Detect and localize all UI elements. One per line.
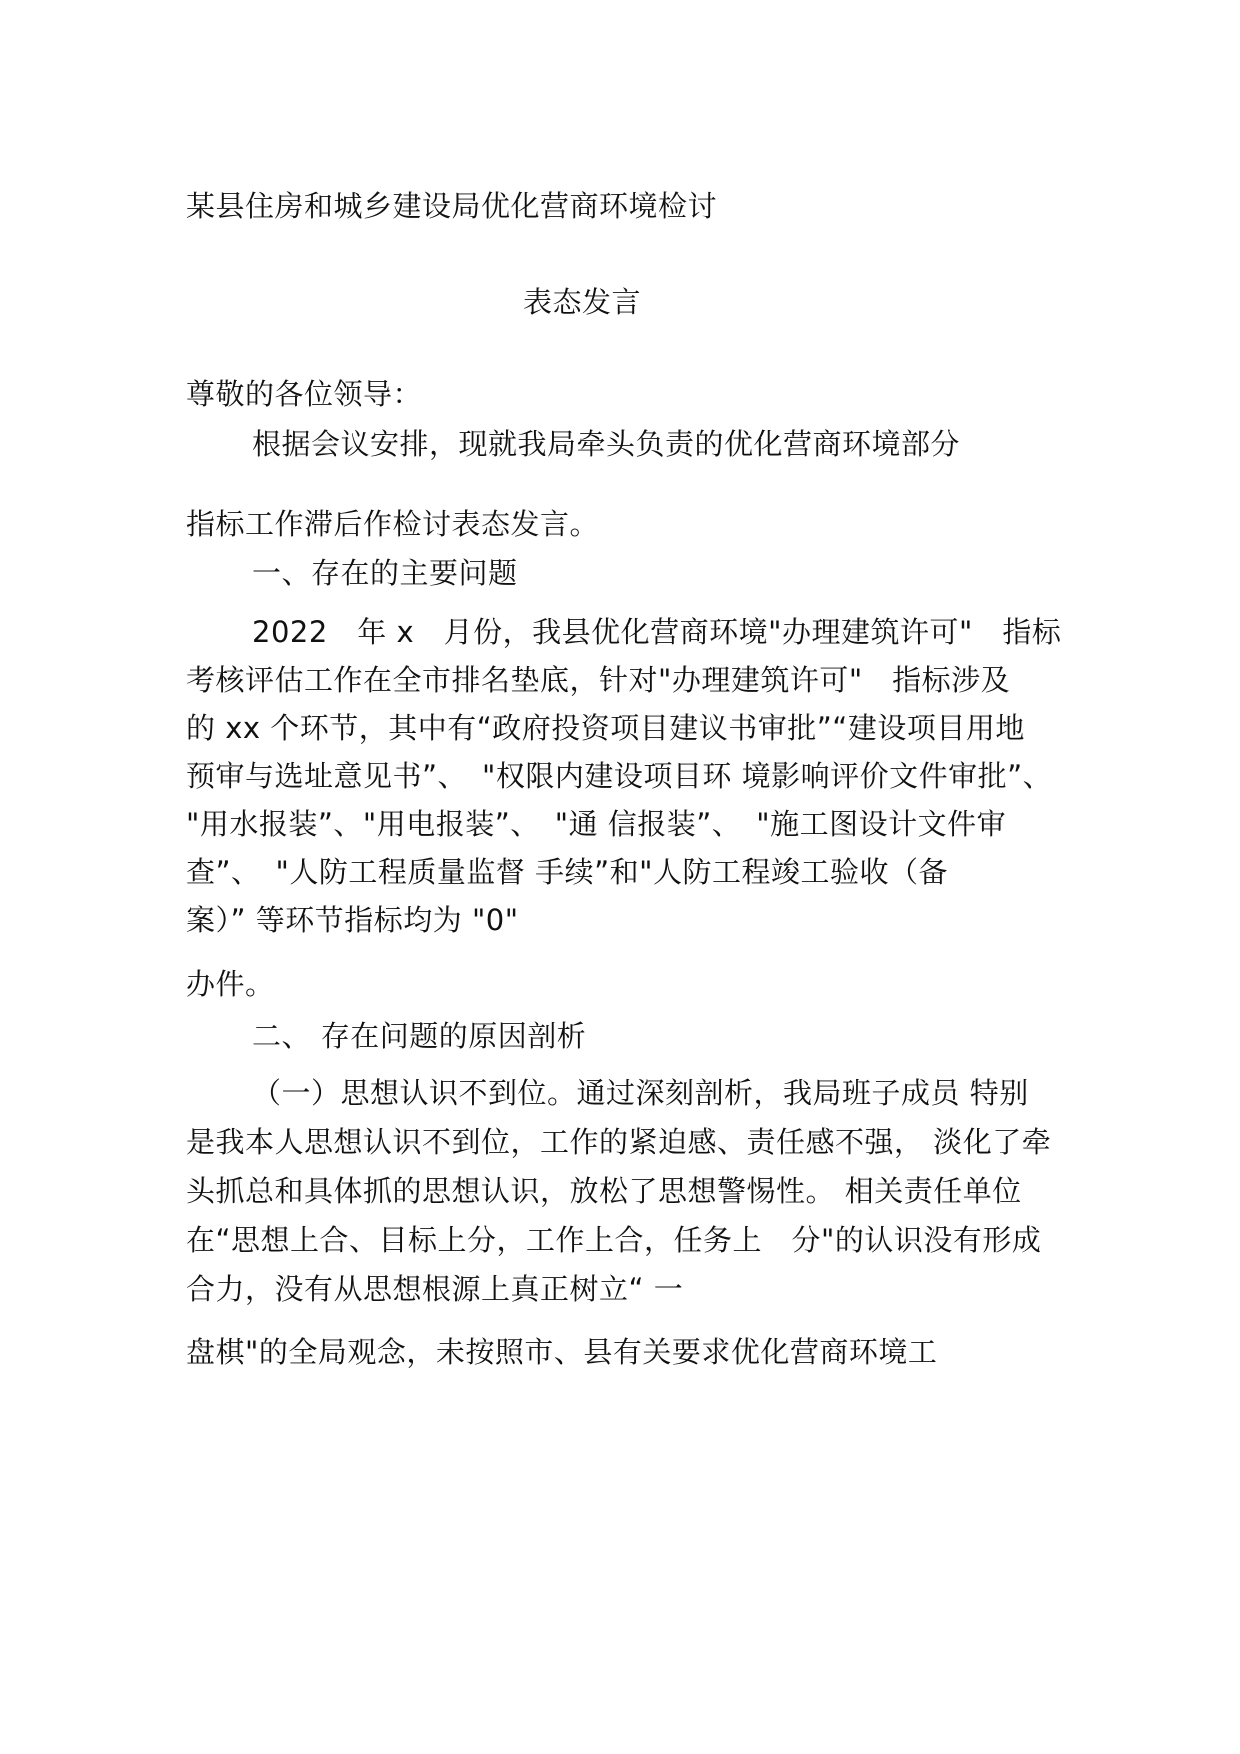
section2-line-1: （一）思想认识不到位。通过深刻剖析，我局班子成员 特别 xyxy=(252,1076,1029,1110)
section1-line-5: "用水报装”、"用电报装”、 "通 信报装”、 "施工图设计文件审 xyxy=(186,807,1007,841)
section1-line-8: 办件。 xyxy=(186,967,275,1001)
section1-line-2: 考核评估工作在全市排名垫底，针对"办理建筑许可" 指标涉及 xyxy=(186,663,1011,697)
section1-line-1: 2022 年 x 月份，我县优化营商环境"办理建筑许可" 指标 xyxy=(252,615,1062,649)
salutation: 尊敬的各位领导： xyxy=(186,377,423,411)
section2-heading: 二、 存在问题的原因剖析 xyxy=(252,1019,587,1053)
section1-line-3: 的 xx 个环节，其中有“政府投资项目建议书审批”“建设项目用地 xyxy=(186,711,1025,745)
document-title-line2: 表态发言 xyxy=(523,285,642,319)
section2-line-4: 在“思想上合、目标上分，工作上合，任务上 分"的认识没有形成 xyxy=(186,1223,1042,1257)
intro-line-1: 根据会议安排，现就我局牵头负责的优化营商环境部分 xyxy=(252,427,961,461)
intro-line-2: 指标工作滞后作检讨表态发言。 xyxy=(186,507,600,541)
section2-line-3: 头抓总和具体抓的思想认识，放松了思想警惕性。 相关责任单位 xyxy=(186,1174,1022,1208)
section2-line-5: 合力，没有从思想根源上真正树立“ 一 xyxy=(186,1272,684,1306)
section1-line-4: 预审与选址意见书”、 "权限内建设项目环 境影响评价文件审批”、 xyxy=(186,759,1053,793)
section1-line-6: 查”、 "人防工程质量监督 手续”和"人防工程竣工验收（备 xyxy=(186,855,948,889)
section1-line-7: 案）” 等环节指标均为 "0" xyxy=(186,903,519,937)
section1-heading: 一、存在的主要问题 xyxy=(252,556,518,590)
document-title-line1: 某县住房和城乡建设局优化营商环境检讨 xyxy=(186,189,718,223)
section2-line-2: 是我本人思想认识不到位，工作的紧迫感、责任感不强， 淡化了牵 xyxy=(186,1125,1052,1159)
section2-line-6: 盘棋"的全局观念，未按照市、县有关要求优化营商环境工 xyxy=(186,1335,938,1369)
